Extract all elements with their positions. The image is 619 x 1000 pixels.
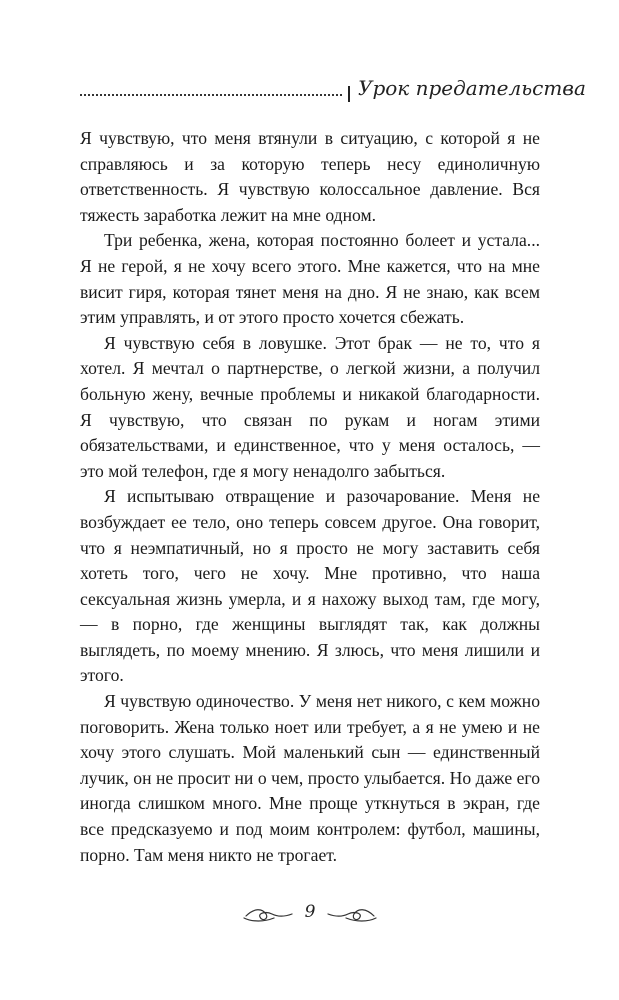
paragraph-3: Я чувствую себя в ловушке. Этот брак — не то, что я хотел. Я мечтал о партнерстве, о легкой жизни, а получил больную жену, вечные проблемы и никакой благодарности. Я чувствую, что связан по рукам и ногам этими обязательствами, и единственное, что у меня осталось, — это мой телефон, где я могу ненадолго забыться. — [80, 332, 540, 481]
running-head-title: Урок предательства — [358, 76, 586, 100]
paragraph-2: Три ребенка, жена, которая постоянно болеет и устала... Я не герой, я не хочу всего этого. Мне кажется, что на мне висит гиря, которая тянет меня на дно. Я не знаю, как всем этим управлять, и от этого просто хочется сбежать. — [80, 230, 540, 328]
header-dotted-leader — [80, 94, 342, 96]
paragraph-5: Я чувствую одиночество. У меня нет никого, с кем можно поговорить. Жена только ноет или требует, а я не умею и не хочу этого слушать. Мой маленький сын — единственный лучик, он не просит ни о чем, просто улыбается. Но даже его иногда слишком много. Мне проще уткнуться в экран, где все предсказуемо и под моим контролем: футбол, машины, порно. Там меня никто не трогает. — [80, 691, 540, 865]
page-number: 9 — [304, 902, 316, 922]
running-header — [80, 74, 586, 108]
paragraph-1: Я чувствую, что меня втянули в ситуацию, с которой я не справляюсь и за которую теперь несу единоличную ответственность. Я чувствую колоссальное давление. Вся тяжесть заработка лежит на мне одном. — [80, 128, 540, 225]
paragraph-4: Я испытываю отвращение и разочарование. Меня не возбуждает ее тело, оно теперь совсем другое. Она говорит, что я неэмпатичный, но я просто не могу заставить себя хотеть того, чего не хочу. Мне противно, что наша сексуальная жизнь умерла, и я нахожу выход там, где могу, — в порно, где женщины выглядят так, как должны выглядеть, по моему мнению. Я злюсь, что меня лишили и этого. — [80, 486, 540, 686]
page-footer — [240, 900, 380, 930]
header-divider — [348, 86, 350, 102]
body-text — [80, 126, 540, 868]
